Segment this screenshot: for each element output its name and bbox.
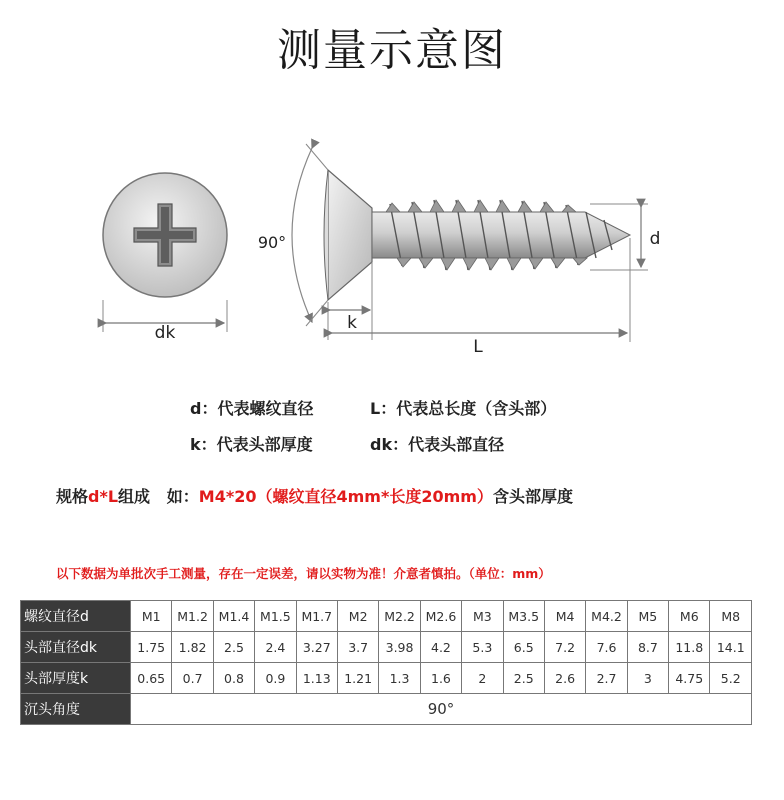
table-cell: M1.4 [213,601,254,632]
table-cell: 3.7 [337,632,378,663]
row-label: 头部厚度k [21,663,131,694]
table-cell: 6.5 [503,632,544,663]
table-cell: 11.8 [669,632,710,663]
page-title: 测量示意图 [277,25,507,76]
angle-value: 90° [131,694,752,725]
head-top-view [103,173,227,343]
table-cell: M4.2 [586,601,627,632]
row-label: 螺纹直径d [21,601,131,632]
dk-label: dk [154,323,176,343]
table-cell: 3 [627,663,668,694]
table-cell: 2.4 [255,632,296,663]
table-cell: M1.5 [255,601,296,632]
table-cell: 1.75 [131,632,172,663]
screw-measurement-diagram [0,120,784,360]
table-cell: M5 [627,601,668,632]
table-cell: 2.7 [586,663,627,694]
table-cell: M2 [337,601,378,632]
table-cell: M2.2 [379,601,420,632]
legend-d: d：代表螺纹直径 [190,399,314,418]
table-cell: 2 [462,663,503,694]
angle-label: 90° [257,233,287,252]
table-row [21,663,752,694]
table-cell: 2.6 [544,663,585,694]
table-cell: 1.21 [337,663,378,694]
table-cell: 3.27 [296,632,337,663]
table-cell: M1.7 [296,601,337,632]
row-label: 头部直径dk [21,632,131,663]
L-label: L [473,337,483,357]
legend-k: k：代表头部厚度 [190,435,313,454]
table-cell: 8.7 [627,632,668,663]
row-label: 沉头角度 [21,694,131,725]
table-row [21,632,752,663]
screw-side-view [258,144,661,357]
table-cell: 5.3 [462,632,503,663]
table-cell: 0.9 [255,663,296,694]
table-cell: 4.75 [669,663,710,694]
table-row [21,601,752,632]
measurement-note: 以下数据为单批次手工测量，存在一定误差，请以实物为准！介意者慎拍。（单位：mm） [56,566,551,581]
table-cell: M1 [131,601,172,632]
table-cell: M4 [544,601,585,632]
table-cell: 1.82 [172,632,213,663]
table-cell: 5.2 [710,663,752,694]
size-table [20,600,752,725]
table-cell: 0.65 [131,663,172,694]
table-cell: M8 [710,601,752,632]
table-cell: 4.2 [420,632,461,663]
table-cell: M6 [669,601,710,632]
table-cell: M3 [462,601,503,632]
table-row-angle [21,694,752,725]
table-cell: 2.5 [503,663,544,694]
k-label: k [347,313,357,333]
table-cell: 14.1 [710,632,752,663]
table-cell: 0.8 [213,663,254,694]
spec-line: 规格d*L组成 如：M4*20（螺纹直径4mm*长度20mm）含头部厚度 [56,487,573,506]
table-cell: 7.6 [586,632,627,663]
table-cell: 1.6 [420,663,461,694]
d-label: d [649,229,661,249]
table-cell: 2.5 [213,632,254,663]
table-cell: 3.98 [379,632,420,663]
legend-dk: dk：代表头部直径 [370,435,505,454]
table-cell: 1.3 [379,663,420,694]
table-cell: M1.2 [172,601,213,632]
table-cell: M2.6 [420,601,461,632]
table-cell: 7.2 [544,632,585,663]
table-cell: M3.5 [503,601,544,632]
table-cell: 0.7 [172,663,213,694]
table-cell: 1.13 [296,663,337,694]
legend-L: L：代表总长度（含头部） [370,399,557,418]
